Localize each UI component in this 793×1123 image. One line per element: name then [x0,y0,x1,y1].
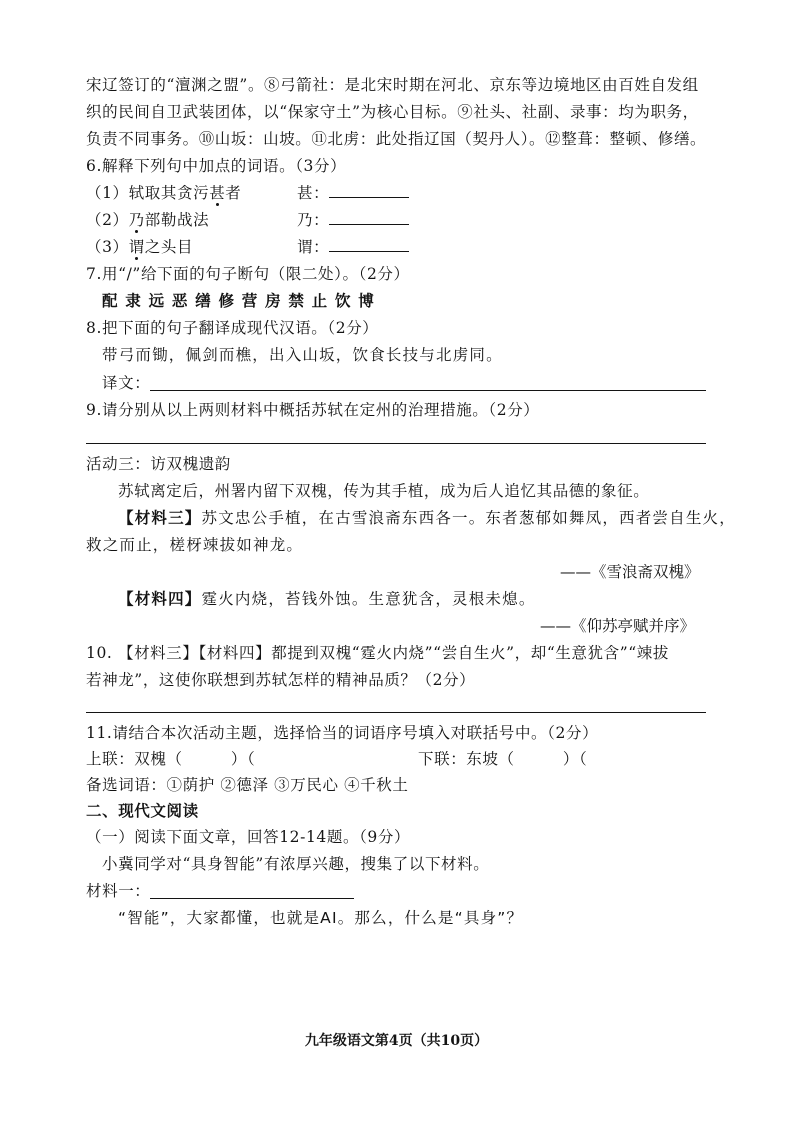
q6-answer-2 [297,209,409,231]
q6-answer-2-blank[interactable] [329,210,409,225]
q9-title: 9.请分别从以上两则材料中概括苏轼在定州的治理措施。（2分） [86,401,540,419]
material4-label: 【材料四】 [118,590,202,608]
q11-upper-couplet[interactable]: 上联：双槐（ ）（ [86,750,256,768]
q6-item-1-num: （1） [86,184,129,202]
q11-options: 备选词语：①荫护 ②德泽 ③万民心 ④千秋土 [86,776,409,794]
q6-answer-1-blank[interactable] [329,183,409,198]
q6-item-3-post: 之头目 [144,238,194,256]
q10-line-1: 10. 【材料三】【材料四】都提到双槐“霆火内烧”“尝自生火”，却“生意犹含”“竦拔 [86,644,669,662]
q11-title: 11.请结合本次活动主题，选择恰当的词语序号填入对联括号中。（2分） [86,724,599,742]
q10-line-2: 若神龙”，这使你联想到苏轼怎样的精神品质？（2分） [86,671,476,689]
q10-answer-line[interactable] [86,712,706,713]
q6-item-2-num: （2） [86,211,129,229]
q8-answer-line[interactable] [150,390,706,391]
page-footer: 九年级语文第4页（共10页） [304,1033,489,1049]
q6-item-2-post: 部勒战法 [144,211,210,229]
material3-text-1: 苏文忠公手植，在古雪浪斋东西各一。东者葱郁如舞凤，西者尝自生火， [201,509,736,527]
q8-answer-label: 译文： [102,374,151,392]
q6-answer-1-label: 甚： [297,184,330,202]
q7-title: 7.用“/”给下面的句子断句（限二处）。（2分） [86,265,410,283]
note-line-3: 负责不同事务。⑩山坂：山坡。⑪北虏：此处指辽国（契丹人）。⑫整葺：整顿、修缮。 [86,130,707,148]
q6-item-2-dotted-word: 乃 [128,211,145,229]
q6-item-3 [86,236,193,258]
activity3-title: 活动三：访双槐遗韵 [86,455,231,473]
material3-text-2: 救之而止，槎枒竦拔如神龙。 [86,536,304,554]
note-line-1: 宋辽签订的“澶渊之盟”。⑧弓箭社：是北宋时期在河北、京东等边境地区由百姓自发组 [86,76,699,94]
q6-title: 6.解释下列句中加点的词语。（3分） [86,157,347,175]
q6-item-1-pre: 轼取其贪污 [128,184,210,202]
activity3-intro: 苏轼离定后，州署内留下双槐，传为其手植，成为后人追忆其品德的象征。 [118,482,650,500]
section2-title: 二、现代文阅读 [86,801,199,820]
note-line-2: 织的民间自卫武装团体，以“保家守土”为核心目标。⑨社头、社副、录事：均为职务， [86,103,699,121]
q8-sentence: 带弓而锄，佩剑而樵，出入山坂，饮食长技与北虏同。 [102,346,503,364]
material1-text: “智能”，大家都懂，也就是AI。那么，什么是“具身”？ [118,909,524,927]
material4-source: ——《仰苏亭赋并序》 [540,617,696,635]
q9-answer-line[interactable] [86,443,706,444]
material4-line [118,588,536,610]
material3-label: 【材料三】 [118,509,202,527]
material3-line-1 [118,507,736,529]
q8-title: 8.把下面的句子翻译成现代汉语。（2分） [86,319,379,337]
q6-item-3-dotted-word: 谓 [128,238,145,256]
material1-title-line[interactable] [150,898,354,899]
material1-label: 材料一： [86,882,151,900]
section2-subtitle: （一）阅读下面文章，回答12-14题。（9分） [86,828,411,846]
material3-source: ——《雪浪斋双槐》 [560,563,700,581]
q7-sentence: 配 隶 远 恶 缮 修 营 房 禁 止 饮 博 [102,292,375,310]
material4-text: 霆火内烧，苔钱外蚀。生意犹含，灵根未熄。 [201,590,536,608]
q6-answer-1 [297,182,409,204]
q11-lower-couplet[interactable]: 下联：东坡（ ）（ [418,750,588,768]
q6-item-1-post: 者 [225,184,242,202]
q6-item-1-dotted-word: 甚 [209,184,226,202]
q6-answer-3-label: 谓： [297,238,330,256]
q6-item-3-num: （3） [86,238,129,256]
q6-item-1 [86,182,241,204]
q6-item-2 [86,209,209,231]
q6-answer-2-label: 乃： [297,211,330,229]
q6-answer-3 [297,236,409,258]
section2-intro: 小冀同学对“具身智能”有浓厚兴趣，搜集了以下材料。 [102,855,490,873]
q6-answer-3-blank[interactable] [329,237,409,252]
